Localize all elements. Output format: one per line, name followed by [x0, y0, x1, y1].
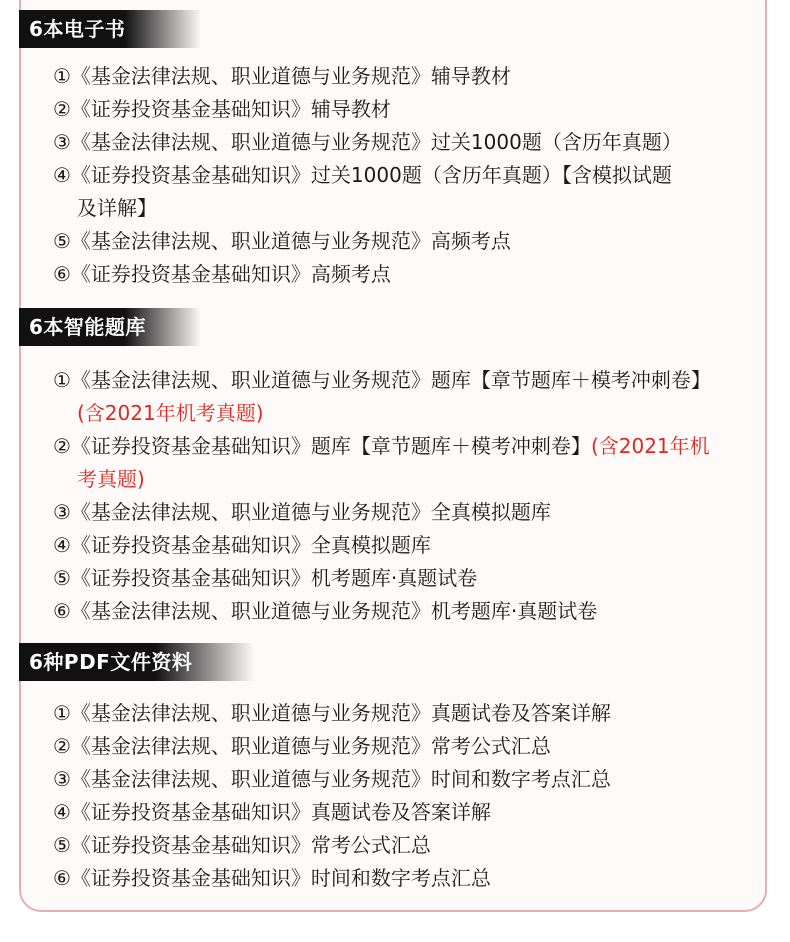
section-heading-question-banks: 6本智能题库: [19, 308, 201, 346]
ebook-list: [53, 60, 763, 291]
list-item-note-continuation: 考真题): [77, 467, 145, 491]
question-bank-list: [53, 364, 763, 628]
list-item: ①《基金法律法规、职业道德与业务规范》辅导教材: [53, 64, 511, 88]
list-item: [53, 430, 763, 463]
list-item: ②《证券投资基金基础知识》辅导教材: [53, 97, 391, 121]
list-item: ④《证券投资基金基础知识》真题试卷及答案详解: [53, 800, 491, 824]
list-item: ⑥《证券投资基金基础知识》时间和数字考点汇总: [53, 866, 491, 890]
list-item: ③《基金法律法规、职业道德与业务规范》过关1000题（含历年真题）: [53, 130, 682, 154]
list-item: ⑤《基金法律法规、职业道德与业务规范》高频考点: [53, 229, 511, 253]
list-item: ①《基金法律法规、职业道德与业务规范》真题试卷及答案详解: [53, 701, 611, 725]
list-item: ⑥《基金法律法规、职业道德与业务规范》机考题库·真题试卷: [53, 599, 598, 623]
pdf-list: [53, 697, 763, 895]
list-item-continuation: 及详解】: [77, 196, 157, 220]
list-item-note: (含2021年机: [590, 434, 710, 458]
list-item: ⑤《证券投资基金基础知识》机考题库·真题试卷: [53, 566, 478, 590]
list-item: ②《基金法律法规、职业道德与业务规范》常考公式汇总: [53, 734, 551, 758]
list-item: ⑥《证券投资基金基础知识》高频考点: [53, 262, 391, 286]
list-item: ⑤《证券投资基金基础知识》常考公式汇总: [53, 833, 431, 857]
list-item: ①《基金法律法规、职业道德与业务规范》题库【章节题库＋模考冲刺卷】: [53, 368, 711, 392]
list-item: ③《基金法律法规、职业道德与业务规范》全真模拟题库: [53, 500, 551, 524]
list-item: ③《基金法律法规、职业道德与业务规范》时间和数字考点汇总: [53, 767, 611, 791]
list-item: ④《证券投资基金基础知识》过关1000题（含历年真题）【含模拟试题: [53, 163, 672, 187]
list-item: ④《证券投资基金基础知识》全真模拟题库: [53, 533, 431, 557]
section-heading-pdf-materials: 6种PDF文件资料: [19, 643, 254, 681]
list-item-text: ②《证券投资基金基础知识》题库【章节题库＋模考冲刺卷】: [53, 434, 591, 458]
section-heading-ebooks: 6本电子书: [19, 10, 201, 48]
list-item-note: (含2021年机考真题): [77, 401, 264, 425]
